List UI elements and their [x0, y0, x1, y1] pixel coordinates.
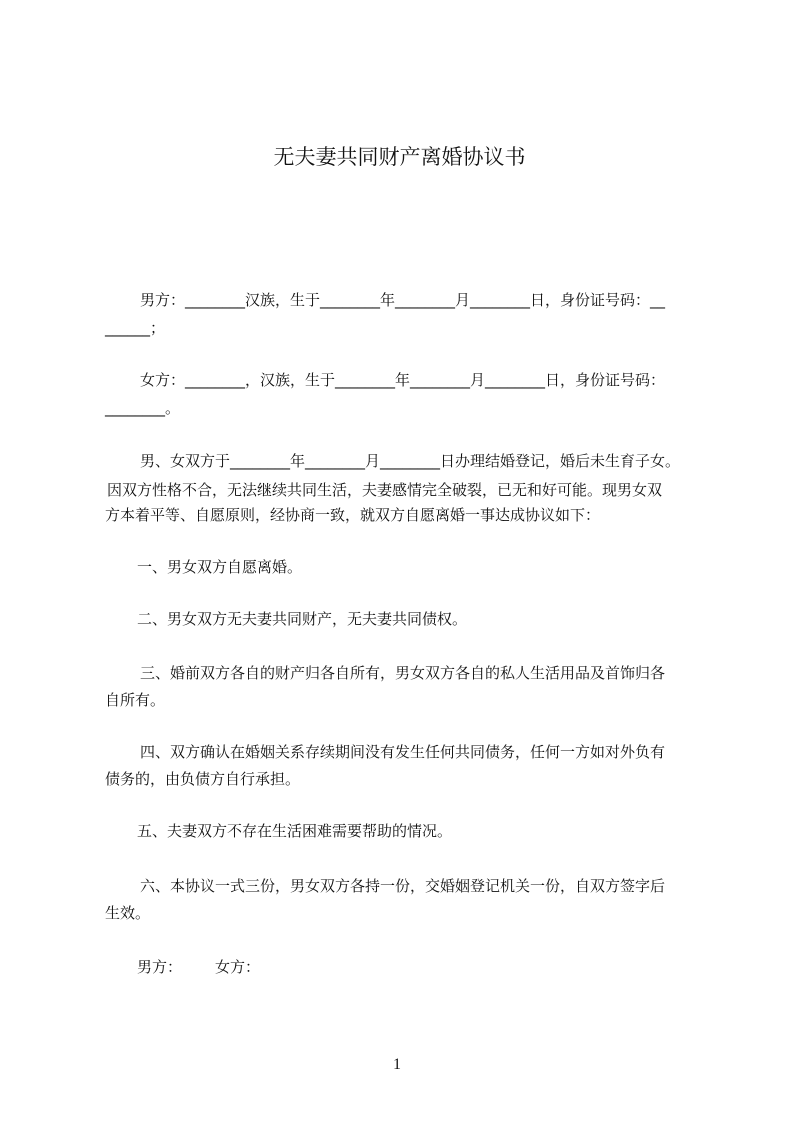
preamble-line-3: 方本着平等、自愿原则，经协商一致，就双方自愿离婚一事达成协议如下： [105, 506, 601, 524]
clause-6-line-1: 六、本协议一式三份，男女双方各持一份，交婚姻登记机关一份，自双方签字后 [140, 877, 666, 895]
clause-6-line-2: 生效。 [105, 904, 151, 922]
clause-1: 一、男女双方自愿离婚。 [137, 558, 303, 576]
preamble-line-2: 因双方性格不合，无法继续共同生活，夫妻感情完全破裂，已无和好可能。现男女双 [107, 481, 663, 499]
clause-4-line-1: 四、双方确认在婚姻关系存续期间没有发生任何共同债务，任何一方如对外负有 [140, 743, 666, 761]
male-signature-label: 男方： [137, 958, 183, 976]
preamble-line-1: 男、女双方于________年________月________日办理结婚登记，婚后未生育子女。 [140, 452, 681, 470]
clause-2: 二、男女双方无夫妻共同财产，无夫妻共同债权。 [137, 610, 468, 628]
male-party-info-line-2: ______； [105, 319, 166, 337]
female-party-info-line-1: 女方：________，汉族，生于________年________月________日，身份证号码： [140, 371, 666, 389]
page-number: 1 [393, 1056, 401, 1073]
male-party-info-line-1: 男方：________汉族，生于________年________月________日，身份证号码：__ [140, 291, 666, 309]
clause-5: 五、夫妻双方不存在生活困难需要帮助的情况。 [137, 822, 453, 840]
female-signature-label: 女方： [215, 958, 261, 976]
clause-4-line-2: 债务的，由负债方自行承担。 [105, 770, 301, 788]
clause-3-line-1: 三、婚前双方各自的财产归各自所有，男女双方各自的私人生活用品及首饰归各 [140, 664, 666, 682]
document-title: 无夫妻共同财产离婚协议书 [273, 145, 526, 169]
female-party-info-line-2: ________。 [105, 399, 181, 417]
clause-3-line-2: 自所有。 [105, 691, 166, 709]
